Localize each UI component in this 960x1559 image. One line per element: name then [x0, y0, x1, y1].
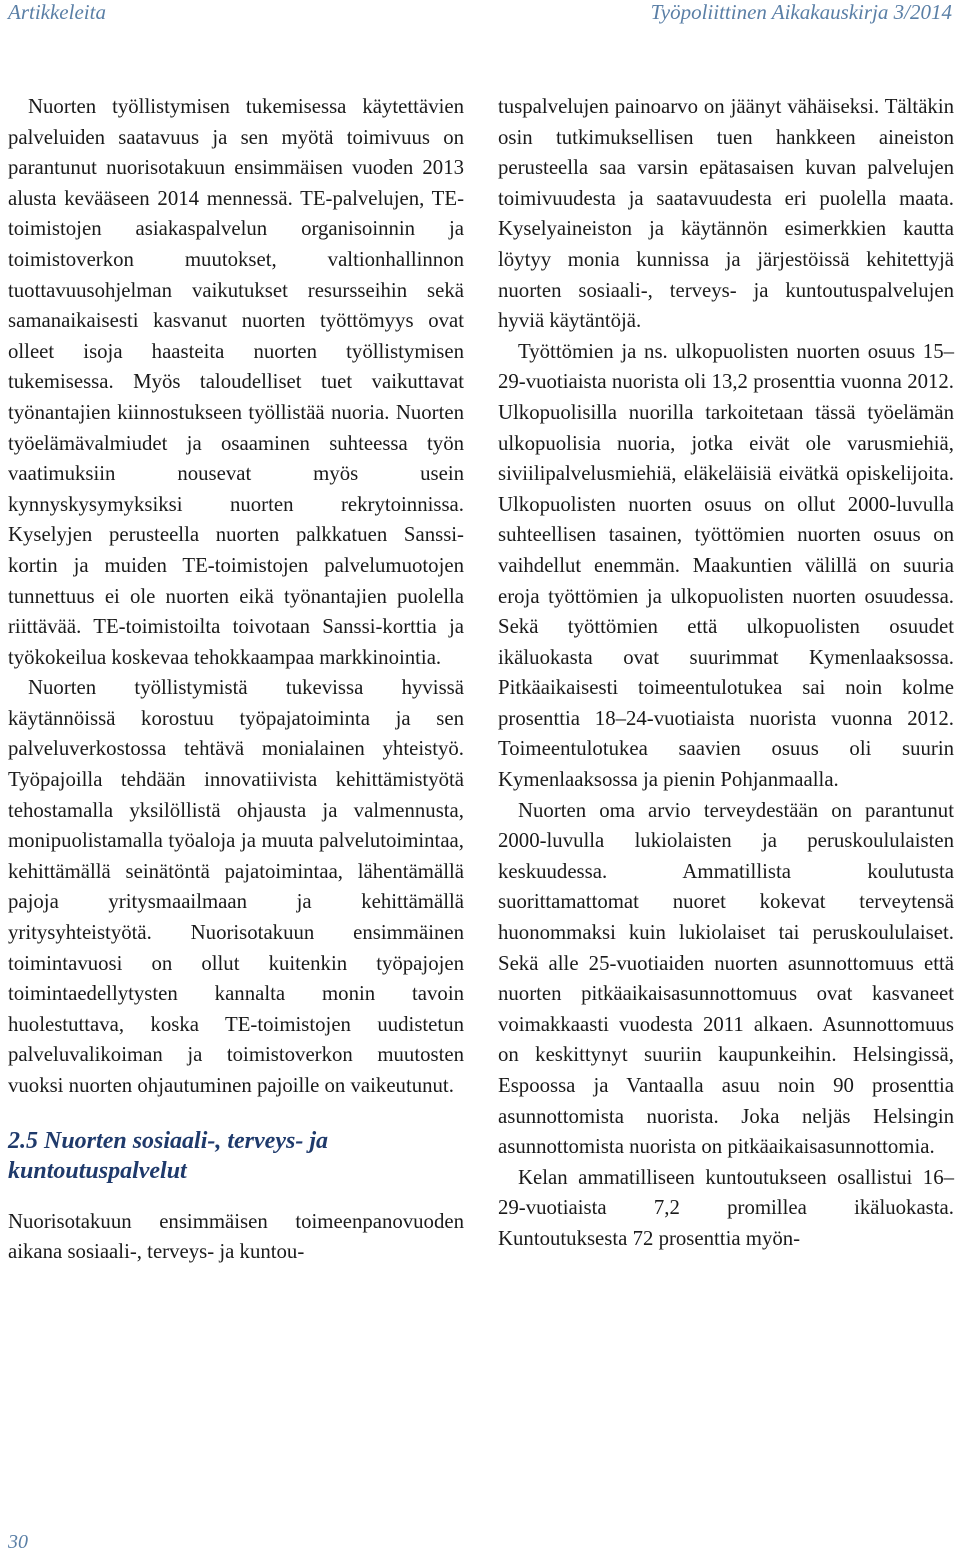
- left-paragraph-1: Nuorten työllistymisen tukemisessa käytettävien palveluiden saatavuus ja sen myötä toimivuus on parantunut nuorisotakuun ensimmäisen vuoden 2013 alusta kevääseen 2014 mennessä. TE-palvelujen, TE-toimistojen asiakaspalvelun organisoinnin ja toimistoverkon muutokset, valtionhallinnon tuottavuusohjelman vaikutukset resursseihin sekä samanaikaisesti kasvanut nuorten työttömyys ovat olleet isoja haasteita nuorten työllistymisen tukemisessa. Myös taloudelliset tuet vaikuttavat työnantajien kiinnostukseen työllistää nuoria. Nuorten työelämävalmiudet ja osaaminen suhteessa työn vaatimuksiin nousevat myös usein kynnyskysymyksiksi nuorten rekrytoinnissa. Kyselyjen perusteella nuorten palkkatuen Sanssi-kortin ja muiden TE-toimistojen palvelumuotojen tunnettuus ei ole nuorten eikä työnantajien puolella riittävää. TE-toimistoilta toivotaan Sanssi-korttia ja työkokeilua koskevaa tehokkaampaa markkinointia.: [8, 95, 464, 669]
- right-paragraph-1: tuspalvelujen painoarvo on jäänyt vähäiseksi. Tältäkin osin tutkimuksellisen tuen hankkeen aineiston perusteella saa varsin epätasaisen kuvan palvelujen toimivuudesta ja saatavuudesta eri puolella maata. Kyselyaineiston ja käytännön esimerkkien kautta löytyy monia kunnissa ja järjestöissä kehitettyjä nuorten sosiaali-, terveys- ja kuntoutuspalvelujen hyviä käytäntöjä.: [498, 95, 954, 333]
- page-number: 30: [8, 1531, 28, 1553]
- right-paragraph-3: Nuorten oma arvio terveydestään on parantunut 2000-luvulla lukiolaisten ja peruskoululaisten keskuudessa. Ammatillista koulutusta suorittamattomat nuoret kokevat terveytensä huonommaksi kuin lukiolaiset tai peruskoululaiset. Sekä alle 25-vuotiaiden nuorten asunnottomuus että nuorten pitkäaikaisasunnottomuus ovat kasvaneet voimakkaasti vuodesta 2011 alkaen. Asunnottomuus on keskittynyt suuriin kaupunkeihin. Helsingissä, Espoossa ja Vantaalla asuu noin 90 prosenttia asunnottomista nuorista. Joka neljäs Helsingin asunnottomista nuorista on pitkäaikaisasunnottomia.: [498, 798, 954, 1159]
- journal-issue: Työpoliittinen Aikakauskirja 3/2014: [650, 0, 952, 24]
- right-paragraph-2: Työttömien ja ns. ulkopuolisten nuorten osuus 15–29-vuotiaista nuorista oli 13,2 prosenttia vuonna 2012. Ulkopuolisilla nuorilla tarkoitetaan tässä työelämän ulkopuolisia nuoria, jotka eivät ole varusmiehiä, siviilipalvelusmiehiä, eläkeläisiä eivätkä opiskelijoita. Ulkopuolisten nuorten osuus on ollut 2000-luvulla suhteellisen tasainen, työttömien nuorten osuus on vaihdellut enemmän. Maakuntien välillä on suuria eroja työttömien ja ulkopuolisten nuorten osuudessa. Sekä työttömien että ulkopuolisten osuudet ikäluokasta ovat suurimmat Kymenlaaksossa. Pitkäaikaisesti toimeentulotukea sai noin kolme prosenttia 18–24-vuotiaista nuorista vuonna 2012. Toimeentulotukea saavien osuus oli suurin Kymenlaaksossa ja pienin Pohjanmaalla.: [498, 339, 954, 792]
- section-heading: 2.5 Nuorten sosiaali-, terveys- ja kuntoutuspalvelut: [8, 1127, 328, 1184]
- left-paragraph-3: Nuorisotakuun ensimmäisen toimeenpanovuoden aikana sosiaali-, terveys- ja kuntou-: [8, 1209, 464, 1264]
- right-column: [498, 92, 954, 1255]
- left-column: [8, 92, 464, 1268]
- section-label: Artikkeleita: [8, 0, 106, 24]
- running-header: [8, 0, 952, 24]
- left-paragraph-2: Nuorten työllistymistä tukevissa hyvissä käytännöissä korostuu työpajatoiminta ja sen palveluverkostossa tehtävä monialainen yhteistyö. Työpajoilla tehdään innovatiivista kehittämistyötä tehostamalla yksilöllistä ohjausta ja valmennusta, monipuolistamalla työaloja ja muuta palvelutoimintaa, kehittämällä seinätöntä pajatoimintaa, lähentämällä pajoja yritysmaailmaan ja kehittämällä yritysyhteistyötä. Nuorisotakuun ensimmäinen toimintavuosi on ollut kuitenkin työpajojen toimintaedellytysten kannalta monin tavoin huolestuttava, koska TE-toimistojen uudistetun palveluvalikoiman ja toimistoverkon muutosten vuoksi nuorten ohjautuminen pajoille on vaikeutunut.: [8, 676, 464, 1097]
- right-paragraph-4: Kelan ammatilliseen kuntoutukseen osallistui 16–29-vuotiaista 7,2 promillea ikäluokasta. Kuntoutuksesta 72 prosenttia myön-: [498, 1165, 954, 1250]
